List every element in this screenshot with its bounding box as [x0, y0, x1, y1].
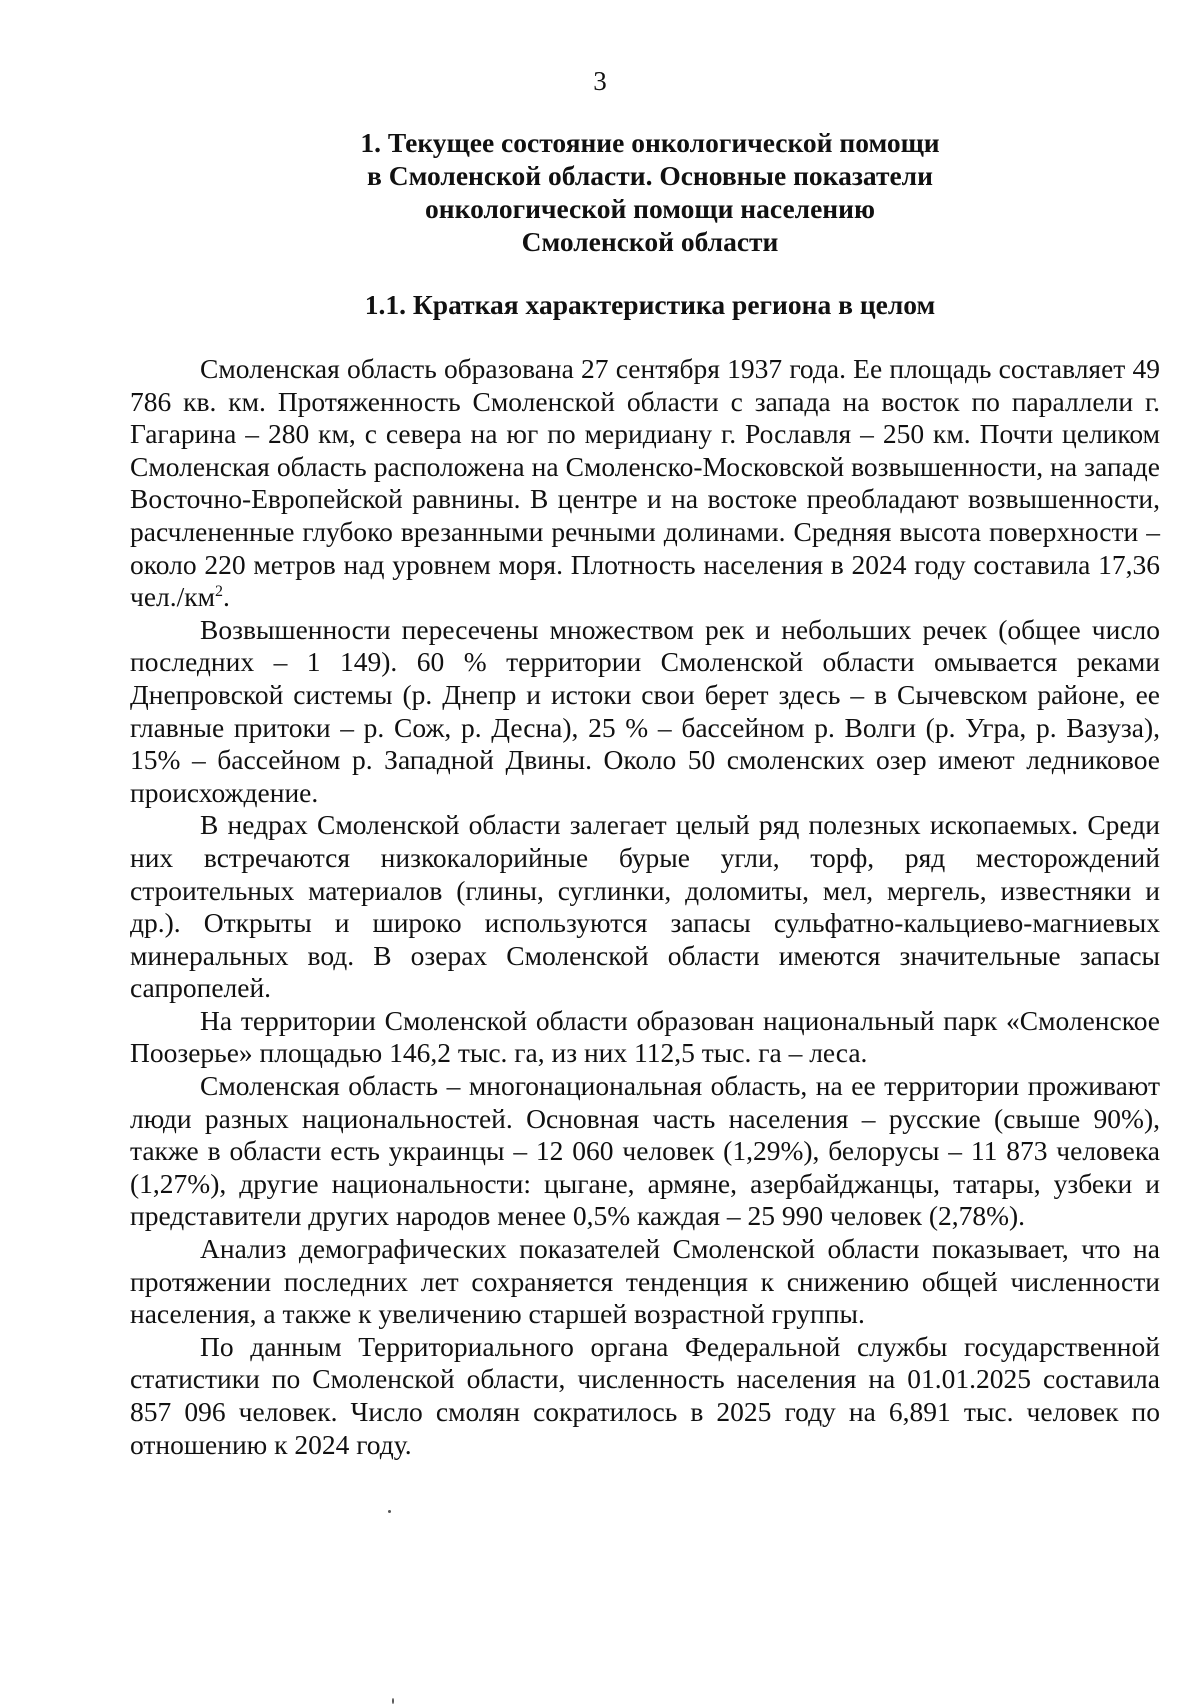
- paragraph-demographics: [130, 1233, 1160, 1331]
- page-number: 3: [593, 66, 607, 96]
- section-heading-line: 1. Текущее состояние онкологической помощи: [360, 127, 940, 158]
- paragraph-text: Анализ демографических показателей Смоленской области показывает, что на протяжении последних лет сохраняется тенденция к снижению общей численности населения, а также к увеличению старшей возрастной группы.: [130, 1233, 1160, 1330]
- scan-speck: [388, 1510, 391, 1513]
- subsection-heading: 1.1. Краткая характеристика региона в целом: [364, 289, 936, 320]
- paragraph-text: В недрах Смоленской области залегает целый ряд полезных ископаемых. Среди них встречаются низкокалорийные бурые угли, торф, ряд месторождений строительных материалов (глины, суглинки, доломиты, мел, мергель, известняки и др.). Открыты и широко используются запасы сульфатно-кальциево-магниевых минеральных вод. В озерах Смоленской области имеются значительные запасы сапропелей.: [130, 809, 1160, 1004]
- paragraph-tail: .: [223, 581, 230, 613]
- paragraph-minerals: [130, 809, 1160, 1005]
- section-heading: [280, 126, 1020, 258]
- section-heading-line: онкологической помощи населению: [425, 193, 875, 224]
- paragraph-text: Смоленская область – многонациональная область, на ее территории проживают люди разных национальностей. Основная часть населения – русские (свыше 90%), также в области есть украинцы – 12 060 человек (1,29%), белорусы – 11 873 человека (1,27%), другие национальности: цыгане, армяне, азербайджанцы, татары, узбеки и представители других народов менее 0,5% каждая – 25 990 человек (2,78%).: [130, 1070, 1160, 1232]
- paragraph-rivers: [130, 614, 1160, 810]
- body-text: [130, 353, 1160, 1461]
- paragraph-nationalities: [130, 1070, 1160, 1233]
- paragraph-text: По данным Территориального органа Федеральной службы государственной статистики по Смоленской области, численность населения на 01.01.2025 составила 857 096 человек. Число смолян сократилось в 2025 году на 6,891 тыс. человек по отношению к 2024 году.: [130, 1330, 1160, 1460]
- paragraph-national-park: [130, 1005, 1160, 1070]
- paragraph-text: Возвышенности пересечены множеством рек и небольших речек (общее число последних – 1 149). 60 % территории Смоленской области омывается реками Днепровской системы (р. Днепр и истоки свои берет здесь – в Сычевском районе, ее главные притоки – р. Сож, р. Десна), 25 % – бассейном р. Волги (р. Угра, р. Вазуза), 15% – бассейном р. Западной Двины. Около 50 смоленских озер имеют ледниковое происхождение.: [130, 613, 1160, 808]
- paragraph-text: На территории Смоленской области образован национальный парк «Смоленское Поозерье» площадью 146,2 тыс. га, из них 112,5 тыс. га – леса.: [130, 1004, 1160, 1069]
- section-heading-line: Смоленской области: [521, 226, 779, 257]
- paragraph-region-overview: [130, 353, 1160, 614]
- section-heading-line: в Смоленской области. Основные показатели: [367, 160, 933, 191]
- paragraph-text: Смоленская область образована 27 сентября 1937 года. Ее площадь составляет 49 786 кв. км. Протяженность Смоленской области с запада на восток по параллели г. Гагарина – 280 км, с севера на юг по меридиану г. Рославля – 250 км. Почти целиком Смоленская область расположена на Смоленско-Московской возвышенности, на западе Восточно-Европейской равнины. В центре и на востоке преобладают возвышенности, расчлененные глубоко врезанными речными долинами. Средняя высота поверхности – около 220 метров над уровнем моря. Плотность населения в 2024 году составила 17,36 чел./км: [130, 353, 1160, 613]
- superscript: 2: [215, 583, 224, 600]
- scan-speck: [392, 1698, 394, 1704]
- paragraph-population: [130, 1331, 1160, 1461]
